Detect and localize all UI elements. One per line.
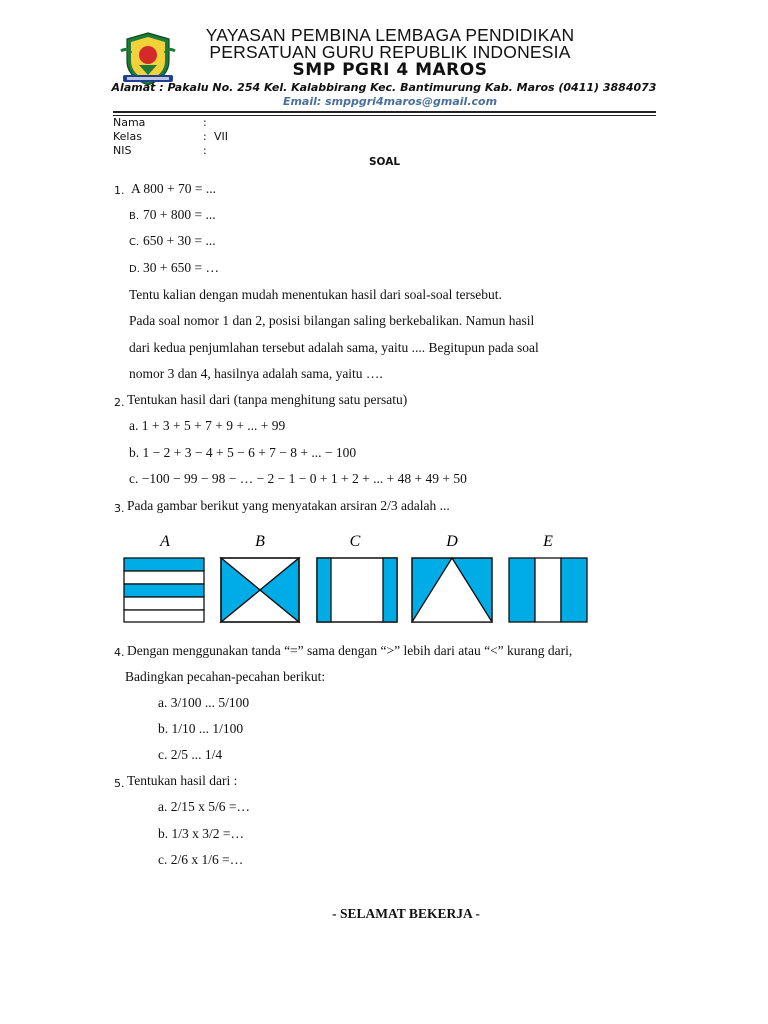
- nis-colon: :: [203, 144, 207, 157]
- q1-letter-c: C.: [129, 237, 140, 248]
- q3-shape-d: [412, 558, 492, 622]
- header-divider-thick: [113, 111, 656, 113]
- nama-label: Nama: [113, 116, 146, 129]
- q1-paragraph-1: Tentu kalian dengan mudah menentukan hasil dari soal-soal tersebut.: [129, 287, 502, 302]
- nis-label: NIS: [113, 144, 132, 157]
- q3-shape-e: [509, 558, 587, 622]
- foundation-name-line1: YAYASAN PEMBINA LEMBAGA PENDIDIKAN: [205, 25, 575, 45]
- q5-option-b: b. 1/3 x 3/2 =…: [158, 826, 244, 841]
- q3-shape-c: [317, 558, 397, 622]
- q4-option-c: c. 2/5 ... 1/4: [158, 747, 223, 762]
- q3-label-d: D: [446, 533, 458, 550]
- q4-option-a: a. 3/100 ... 5/100: [158, 695, 250, 710]
- q4-number: 4.: [114, 646, 125, 659]
- q1-number: 1.: [114, 184, 125, 197]
- header-divider-thin: [113, 115, 656, 116]
- q1-letter-b: B.: [129, 211, 140, 222]
- q1-option-a: A 800 + 70 = ...: [131, 181, 216, 196]
- q2-option-a: a. 1 + 3 + 5 + 7 + 9 + ... + 99: [129, 418, 286, 433]
- q5-text: Tentukan hasil dari :: [127, 773, 238, 788]
- q3-label-c: C: [349, 533, 361, 550]
- q1-paragraph-4: nomor 3 dan 4, hasilnya adalah sama, yaitu ….: [129, 366, 383, 381]
- q3-shape-b: [221, 558, 299, 622]
- q3-label-a: A: [160, 533, 170, 550]
- q1-paragraph-3: dari kedua penjumlahan tersebut adalah sama, yaitu .... Begitupun pada soal: [129, 340, 539, 355]
- q4-text-2: Badingkan pecahan-pecahan berikut:: [125, 669, 326, 684]
- q3-figure: [110, 528, 610, 628]
- closing-message: - SELAMAT BEKERJA -: [332, 906, 480, 921]
- q1-paragraph-2: Pada soal nomor 1 dan 2, posisi bilangan saling berkebalikan. Namun hasil: [129, 313, 535, 328]
- school-address: Alamat : Pakalu No. 254 Kel. Kalabbirang Kec. Bantimurung Kab. Maros (0411) 3884073: [111, 81, 657, 94]
- q5-option-a: a. 2/15 x 5/6 =…: [158, 799, 250, 814]
- q1-option-c: 650 + 30 = ...: [143, 233, 216, 248]
- q3-shape-a: [124, 558, 204, 622]
- q1-letter-d: D.: [129, 264, 140, 275]
- kelas-value: VII: [214, 130, 229, 143]
- q3-label-e: E: [543, 533, 553, 550]
- q5-option-c: c. 2/6 x 1/6 =…: [158, 852, 244, 867]
- q3-label-b: B: [255, 533, 265, 550]
- q2-text: Tentukan hasil dari (tanpa menghitung satu persatu): [127, 392, 408, 407]
- q4-option-b: b. 1/10 ... 1/100: [158, 721, 244, 736]
- q3-number: 3.: [114, 502, 125, 515]
- nama-colon: :: [203, 116, 207, 129]
- q3-text: Pada gambar berikut yang menyatakan arsiran 2/3 adalah ...: [127, 498, 450, 513]
- foundation-name-line2: PERSATUAN GURU REPUBLIK INDONESIA: [209, 42, 571, 62]
- school-name: SMP PGRI 4 MAROS: [292, 60, 488, 80]
- q4-text: Dengan menggunakan tanda “=” sama dengan “>” lebih dari atau “<” kurang dari,: [127, 643, 573, 658]
- q2-number: 2.: [114, 396, 125, 409]
- q1-option-d: 30 + 650 = …: [143, 260, 219, 275]
- school-email: Email: smppgri4maros@gmail.com: [282, 95, 498, 108]
- q2-option-c: c. −100 − 99 − 98 − … − 2 − 1 − 0 + 1 + 2 + ... + 48 + 49 + 50: [129, 471, 467, 486]
- q5-number: 5.: [114, 777, 125, 790]
- q2-option-b: b. 1 − 2 + 3 − 4 + 5 − 6 + 7 − 8 + ... − 100: [129, 445, 357, 460]
- kelas-colon: :: [203, 130, 207, 143]
- q1-option-b: 70 + 800 = ...: [143, 207, 216, 222]
- kelas-label: Kelas: [113, 130, 142, 143]
- page-title: SOAL: [369, 156, 401, 168]
